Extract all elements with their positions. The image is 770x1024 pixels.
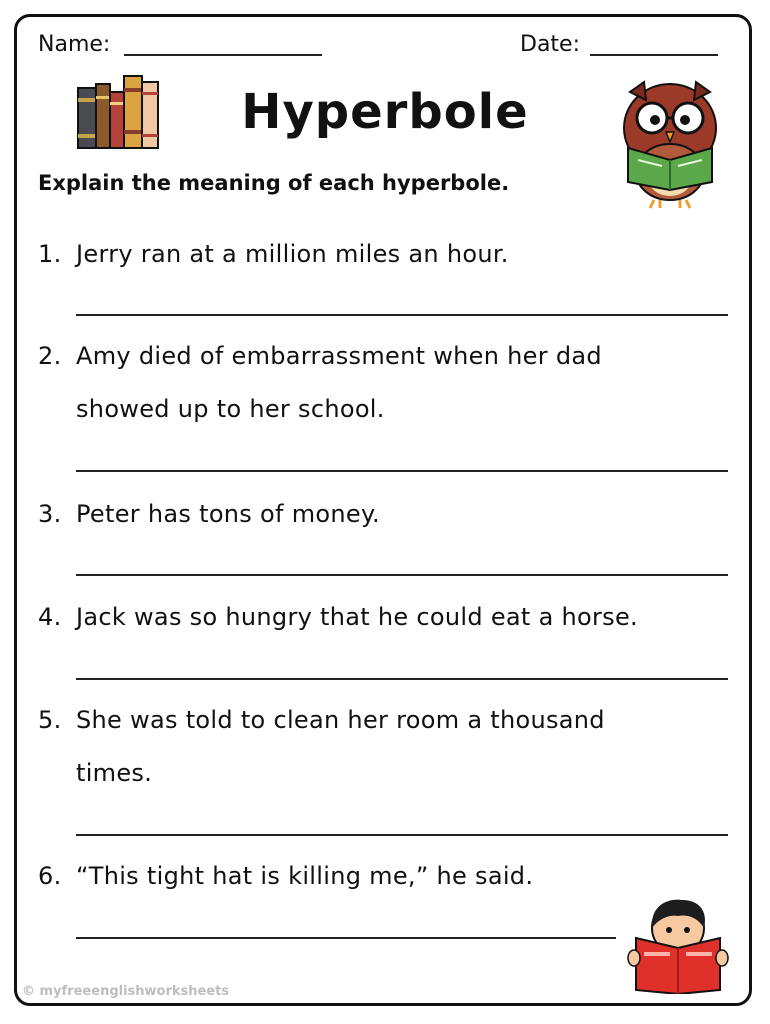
question-5-text-line-2: times. [76, 759, 153, 787]
question-6-number: 6. [38, 862, 62, 890]
name-label: Name: [38, 32, 111, 57]
watermark: © myfreeenglishworksheets [22, 984, 230, 999]
name-field-line[interactable] [124, 54, 322, 56]
date-field-line[interactable] [590, 54, 718, 56]
answer-line-3[interactable] [76, 574, 728, 576]
question-2-text-line-2: showed up to her school. [76, 395, 385, 423]
owl-reading-icon [614, 70, 726, 210]
question-3-text: Peter has tons of money. [76, 500, 380, 528]
answer-line-1[interactable] [76, 314, 728, 316]
question-1-text: Jerry ran at a million miles an hour. [76, 240, 509, 268]
question-4-number: 4. [38, 603, 62, 631]
answer-line-4[interactable] [76, 678, 728, 680]
question-1-number: 1. [38, 240, 62, 268]
answer-line-2[interactable] [76, 470, 728, 472]
question-6-text: “This tight hat is killing me,” he said. [76, 862, 534, 890]
question-2-number: 2. [38, 342, 62, 370]
page-title: Hyperbole [241, 84, 529, 140]
question-5-number: 5. [38, 706, 62, 734]
date-label: Date: [520, 32, 580, 57]
question-3-number: 3. [38, 500, 62, 528]
question-4-text: Jack was so hungry that he could eat a horse. [76, 603, 638, 631]
answer-line-5[interactable] [76, 834, 728, 836]
question-2-text-line-1: Amy died of embarrassment when her dad [76, 342, 602, 370]
question-5-text-line-1: She was told to clean her room a thousand [76, 706, 605, 734]
answer-line-6[interactable] [76, 937, 616, 939]
instruction-text: Explain the meaning of each hyperbole. [38, 171, 510, 195]
boy-reading-icon [626, 894, 730, 994]
